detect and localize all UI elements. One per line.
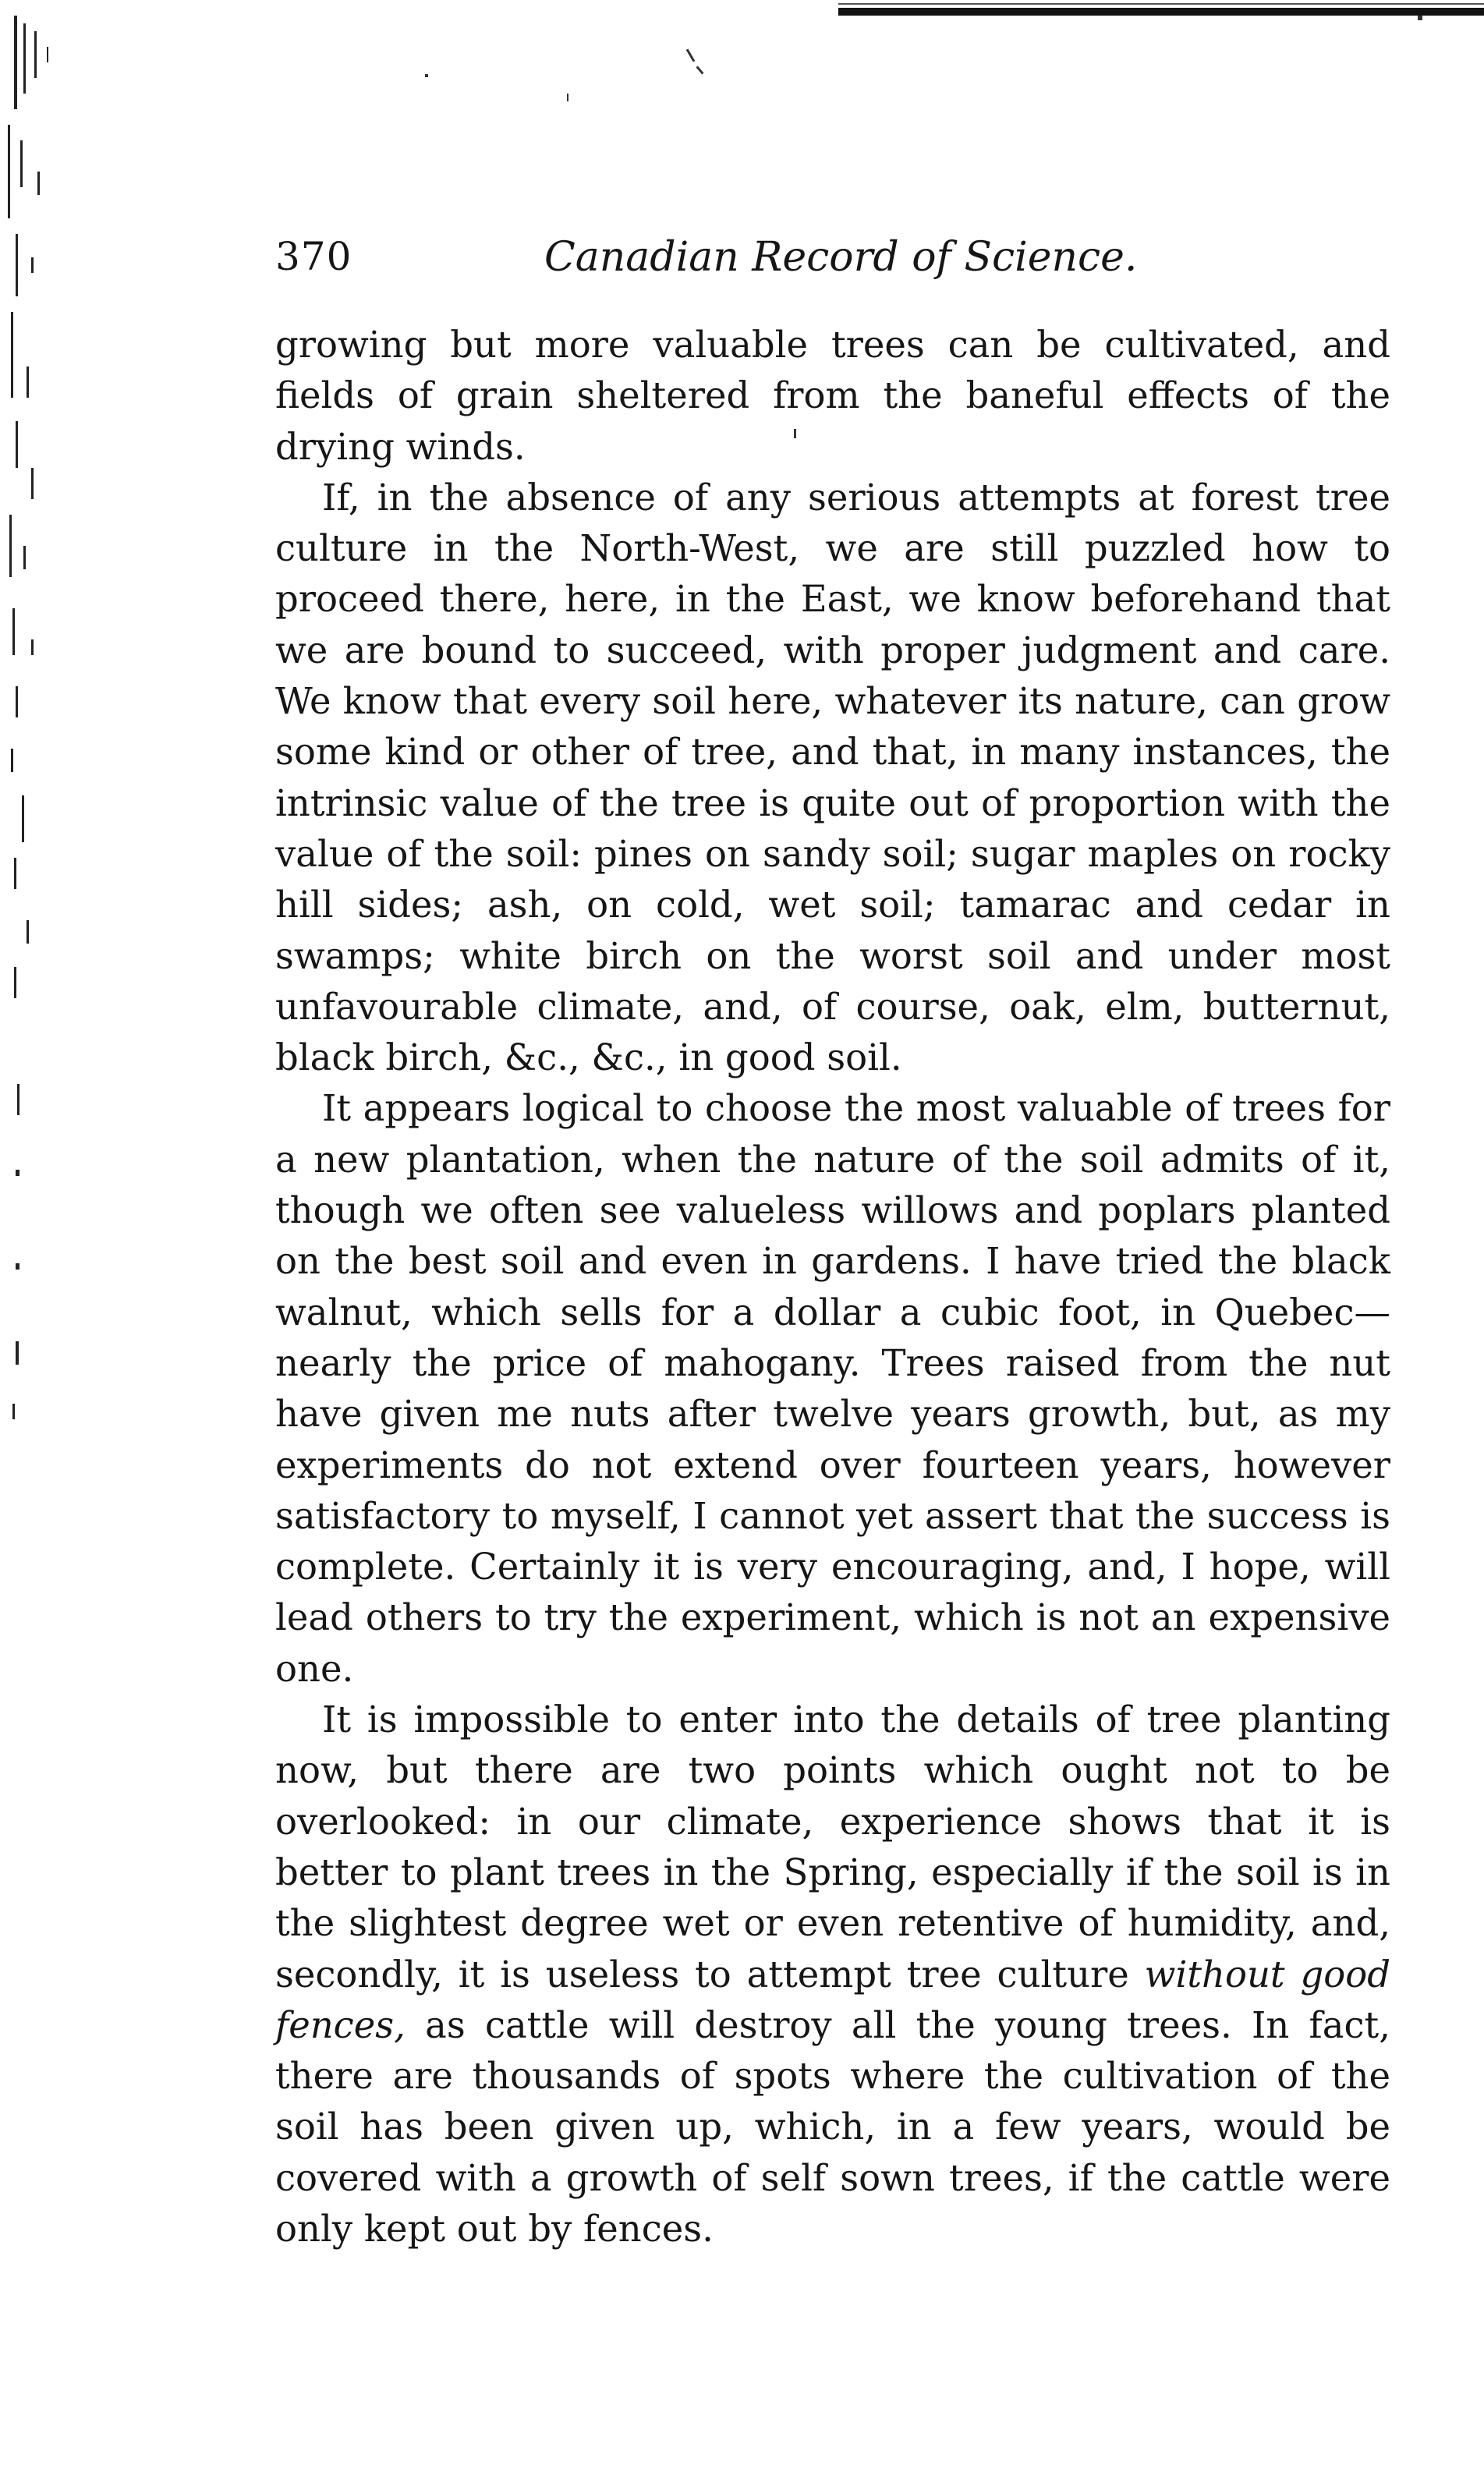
scan-speck <box>1418 16 1422 20</box>
paragraph-forest-culture: If, in the absence of any serious attempts at forest tree culture in the North-West, we are still puzzled how to proceed there, here, in the East, we know beforehand that we are bound to succeed, with proper judgment and care. We know that every soil here, whatever its nature, can grow some kind or other of tree, and that, in many instances, the intrinsic value of the tree is quite out of proportion with the value of the soil: pines on sandy soil; sugar maples on rocky hill sides; ash, on cold, wet soil; tamarac and cedar in swamps; white birch on the worst soil and under most unfavourable climate, and, of course, oak, elm, butternut, black birch, &c., &c., in good soil. <box>275 476 1390 1079</box>
article-body <box>275 320 1390 2254</box>
page-number: 370 <box>275 234 352 279</box>
paragraph-text: as cattle will destroy all the young trees. In fact, there are thousands of spots where the cultivation of the soil has been given up, which, in a few years, would be covered with a growth of self sown trees, if the cattle were only kept out by fences. <box>275 2003 1390 2250</box>
emphasis-text: without good fences, <box>275 1953 1390 2046</box>
scan-speck <box>686 48 696 62</box>
paragraph-continued: growing but more valuable trees can be cultivated, and fields of grain sheltered from the baneful effects of the drying winds. <box>275 324 1390 468</box>
scan-speck <box>567 94 568 101</box>
running-head <box>275 234 1383 296</box>
journal-title: Canadian Record of Science. <box>544 234 1138 281</box>
paragraph-text: It is impossible to enter into the details of tree planting now, but there are two points which ought not to be overlooked: in our climate, experience shows that it is better to plant trees in the Spring, especially if the soil is in the slightest degree wet or even retentive of humidity, and, secondly, it is useless to attempt tree culture <box>275 1698 1390 1996</box>
binding-edge-marks <box>0 0 70 1638</box>
scan-speck <box>696 66 703 74</box>
scan-speck <box>425 74 428 77</box>
paragraph-valuable-trees: It appears logical to choose the most valuable of trees for a new plantation, when the nature of the soil admits of it, though we often see valueless willows and poplars planted on the best soil and even in gardens. I have tried the black walnut, which sells for a dollar a cubic foot, in Quebec—nearly the price of mahogany. Trees raised from the nut have given me nuts after twelve years growth, but, as my experiments do not extend over fourteen years, however satisfactory to myself, I cannot yet assert that the success is complete. Certainly it is very encouraging, and, I hope, will lead others to try the experiment, which is not an expensive one. <box>275 1087 1390 1690</box>
top-border-rule <box>838 8 1484 16</box>
paragraph-tree-planting <box>275 1695 1390 2254</box>
